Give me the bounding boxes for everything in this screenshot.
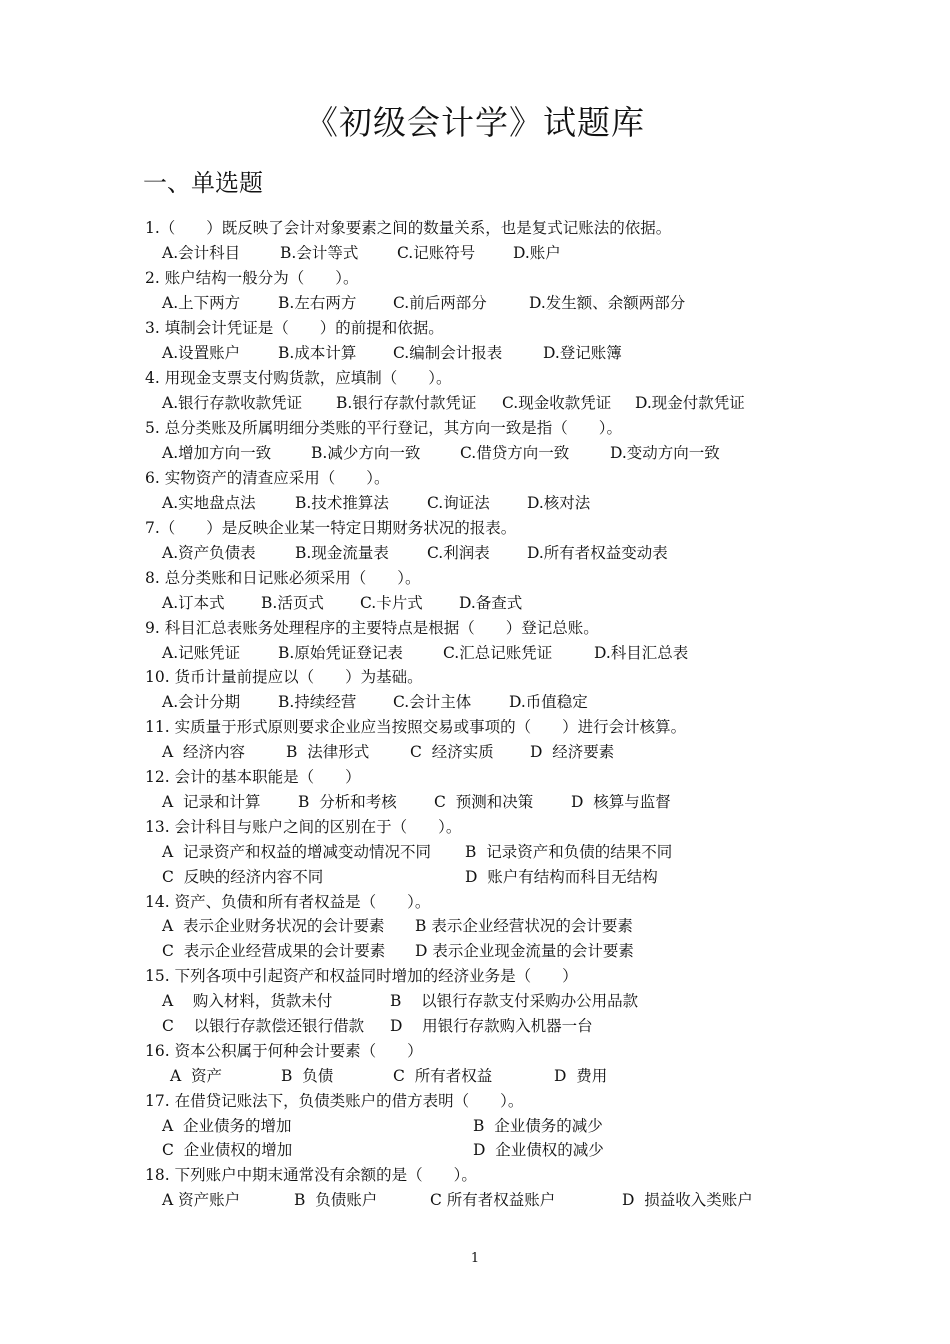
- question-text: 9. 科目汇总表账务处理程序的主要特点是根据（ ）登记总账。: [145, 619, 599, 637]
- question-text: 6. 实物资产的清查应采用（ ）。: [145, 469, 390, 487]
- answer-option: A.资产负债表: [162, 544, 256, 562]
- answer-option: C.卡片式: [360, 594, 423, 612]
- page-number: 1: [470, 1251, 480, 1266]
- answer-option: A.设置账户: [162, 344, 241, 362]
- question-text: 4. 用现金支票支付购货款，应填制（ ）。: [145, 369, 452, 387]
- answer-option: C 表示企业经营成果的会计要素: [162, 942, 386, 960]
- answer-option: B.持续经营: [278, 693, 357, 711]
- document-title: 《初级会计学》试题库: [305, 103, 645, 142]
- answer-option: A.订本式: [162, 594, 225, 612]
- question-text: 3. 填制会计凭证是（ ）的前提和依据。: [145, 319, 444, 337]
- answer-option: D.现金付款凭证: [635, 394, 745, 412]
- answer-option: C.现金收款凭证: [502, 394, 612, 412]
- answer-option: A.上下两方: [162, 294, 241, 312]
- answer-option: B 以银行存款支付采购办公用品款: [390, 992, 639, 1010]
- question-text: 16. 资本公积属于何种会计要素（ ）: [145, 1042, 423, 1060]
- answer-option: C.记账符号: [397, 244, 476, 262]
- answer-option: A 记录资产和权益的增减变动情况不同: [162, 843, 432, 861]
- question-text: 11. 实质量于形式原则要求企业应当按照交易或事项的（ ）进行会计核算。: [145, 718, 687, 736]
- question-text: 12. 会计的基本职能是（ ）: [145, 768, 361, 786]
- answer-option: C 企业债权的增加: [162, 1141, 293, 1159]
- answer-option: D.币值稳定: [509, 693, 588, 711]
- answer-option: D 用银行存款购入机器一台: [390, 1017, 593, 1035]
- answer-option: C 反映的经济内容不同: [162, 868, 324, 886]
- answer-option: B 法律形式: [286, 743, 370, 761]
- answer-option: D 表示企业现金流量的会计要素: [415, 942, 634, 960]
- answer-option: A 表示企业财务状况的会计要素: [162, 917, 385, 935]
- answer-option: D 经济要素: [530, 743, 615, 761]
- answer-option: A.记账凭证: [162, 644, 241, 662]
- answer-option: D 企业债权的减少: [473, 1141, 604, 1159]
- answer-option: C.汇总记账凭证: [443, 644, 553, 662]
- answer-option: B 表示企业经营状况的会计要素: [415, 917, 633, 935]
- answer-option: C.会计主体: [393, 693, 472, 711]
- question-text: 15. 下列各项中引起资产和权益同时增加的经济业务是（ ）: [145, 967, 578, 985]
- answer-option: A.增加方向一致: [162, 444, 272, 462]
- answer-option: B 企业债务的减少: [473, 1117, 603, 1135]
- answer-option: D.账户: [513, 244, 561, 262]
- question-text: 14. 资产、负债和所有者权益是（ ）。: [145, 893, 431, 911]
- answer-option: D.备查式: [459, 594, 523, 612]
- answer-option: A 经济内容: [162, 743, 246, 761]
- answer-option: D.变动方向一致: [610, 444, 720, 462]
- answer-option: D.发生额、余额两部分: [529, 294, 686, 312]
- question-text: 10. 货币计量前提应以（ ）为基础。: [145, 668, 423, 686]
- answer-option: D.核对法: [527, 494, 591, 512]
- answer-option: A 购入材料，货款未付: [162, 992, 333, 1010]
- question-text: 2. 账户结构一般分为（ ）。: [145, 269, 359, 287]
- answer-option: B 记录资产和负债的结果不同: [465, 843, 673, 861]
- question-text: 13. 会计科目与账户之间的区别在于（ ）。: [145, 818, 462, 836]
- question-text: 18. 下列账户中期末通常没有余额的是（ ）。: [145, 1166, 477, 1184]
- answer-option: B.银行存款付款凭证: [336, 394, 477, 412]
- question-text: 17. 在借贷记账法下，负债类账户的借方表明（ ）。: [145, 1092, 524, 1110]
- answer-option: C.借贷方向一致: [460, 444, 570, 462]
- question-text: 8. 总分类账和日记账必须采用（ ）。: [145, 569, 421, 587]
- answer-option: B.现金流量表: [295, 544, 389, 562]
- answer-option: B.活页式: [261, 594, 324, 612]
- answer-option: D.登记账簿: [543, 344, 622, 362]
- answer-option: C 经济实质: [410, 743, 494, 761]
- answer-option: B.成本计算: [278, 344, 357, 362]
- answer-option: A.银行存款收款凭证: [162, 394, 303, 412]
- answer-option: B.原始凭证登记表: [278, 644, 403, 662]
- answer-option: B 分析和考核: [298, 793, 397, 811]
- answer-option: D.所有者权益变动表: [527, 544, 668, 562]
- answer-option: C.前后两部分: [393, 294, 487, 312]
- answer-option: D 费用: [554, 1067, 608, 1085]
- question-text: 7.（ ）是反映企业某一特定日期财务状况的报表。: [145, 519, 517, 537]
- answer-option: A 资产: [170, 1067, 223, 1085]
- answer-option: B.左右两方: [278, 294, 357, 312]
- question-text: 5. 总分类账及所属明细分类账的平行登记，其方向一致是指（ ）。: [145, 419, 622, 437]
- answer-option: B.减少方向一致: [311, 444, 421, 462]
- answer-option: C.询证法: [427, 494, 490, 512]
- answer-option: D 账户有结构而科目无结构: [465, 868, 658, 886]
- answer-option: C 所有者权益账户: [430, 1191, 556, 1209]
- answer-option: A 记录和计算: [162, 793, 261, 811]
- answer-option: B 负债账户: [294, 1191, 378, 1209]
- answer-option: A.会计分期: [162, 693, 241, 711]
- answer-option: C 所有者权益: [393, 1067, 493, 1085]
- question-text: 1.（ ）既反映了会计对象要素之间的数量关系，也是复式记账法的依据。: [145, 219, 672, 237]
- answer-option: C.利润表: [427, 544, 490, 562]
- answer-option: D 核算与监督: [571, 793, 671, 811]
- answer-option: C 预测和决策: [434, 793, 534, 811]
- answer-option: B 负债: [281, 1067, 334, 1085]
- answer-option: C.编制会计报表: [393, 344, 503, 362]
- answer-option: D 损益收入类账户: [622, 1191, 753, 1209]
- answer-option: A.会计科目: [162, 244, 241, 262]
- section-heading: 一、单选题: [143, 169, 263, 197]
- answer-option: B.技术推算法: [295, 494, 389, 512]
- answer-option: B.会计等式: [280, 244, 359, 262]
- answer-option: A.实地盘点法: [162, 494, 256, 512]
- answer-option: A 资产账户: [162, 1191, 241, 1209]
- answer-option: A 企业债务的增加: [162, 1117, 292, 1135]
- answer-option: C 以银行存款偿还银行借款: [162, 1017, 365, 1035]
- answer-option: D.科目汇总表: [594, 644, 689, 662]
